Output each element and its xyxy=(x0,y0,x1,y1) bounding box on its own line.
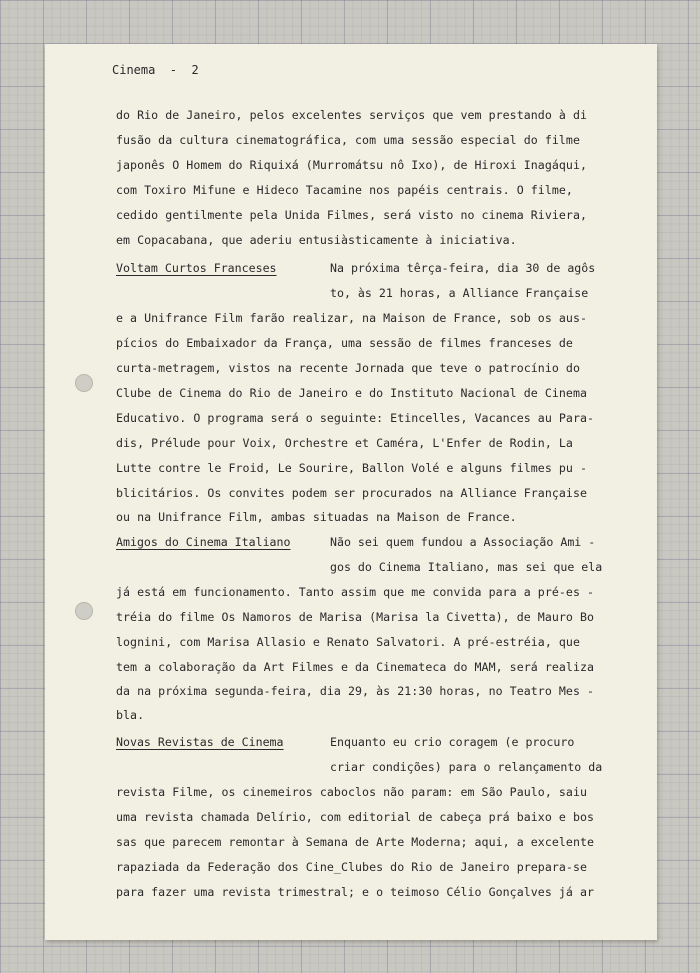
section-line: Na próxima têrça-feira, dia 30 de agôs xyxy=(330,261,596,275)
section-line: bla. xyxy=(116,708,145,722)
section-line: gos do Cinema Italiano, mas sei que ela xyxy=(330,560,603,574)
section-line: Não sei quem fundou a Associação Ami - xyxy=(330,535,596,549)
section-line: Clube de Cinema do Rio de Janeiro e do Instituto Nacional de Cinema xyxy=(116,386,588,400)
section-line: tem a colaboração da Art Filmes e da Cinemateca do MAM, será realiza xyxy=(116,660,595,674)
section-line: sas que parecem remontar à Semana de Arte Moderna; aqui, a excelente xyxy=(116,835,595,849)
section-line: ou na Unifrance Film, ambas situadas na Maison de France. xyxy=(116,510,517,524)
section-line: blicitários. Os convites podem ser procurados na Alliance Française xyxy=(116,486,588,500)
typewritten-page xyxy=(45,44,657,940)
section-line: pícios do Embaixador da França, uma sessão de filmes franceses de xyxy=(116,336,573,350)
section-line: criar condições) para o relançamento da xyxy=(330,760,603,774)
section-heading: Voltam Curtos Franceses xyxy=(116,261,277,275)
intro-line: com Toxiro Mifune e Hideco Tacamine nos papéis centrais. O filme, xyxy=(116,183,573,197)
page-header: Cinema - 2 xyxy=(112,63,199,77)
section-line: rapaziada da Federação dos Cine_Clubes do Rio de Janeiro prepara-se xyxy=(116,860,588,874)
punch-hole-top xyxy=(75,374,93,392)
section-line: to, às 21 horas, a Alliance Française xyxy=(330,286,589,300)
section-line: Enquanto eu crio coragem (e procuro xyxy=(330,735,575,749)
section-line: Educativo. O programa será o seguinte: Etincelles, Vacances au Para- xyxy=(116,411,595,425)
section-line: uma revista chamada Delírio, com editorial de cabeça prá baixo e bos xyxy=(116,810,595,824)
section-heading: Amigos do Cinema Italiano xyxy=(116,535,291,549)
section-line: revista Filme, os cinemeiros caboclos não param: em São Paulo, saiu xyxy=(116,785,588,799)
section-line: para fazer uma revista trimestral; e o teimoso Célio Gonçalves já ar xyxy=(116,885,595,899)
section-line: lognini, com Marisa Allasio e Renato Salvatori. A pré-estréia, que xyxy=(116,635,580,649)
section-line: tréia do filme Os Namoros de Marisa (Marisa la Civetta), de Mauro Bo xyxy=(116,610,595,624)
section-heading: Novas Revistas de Cinema xyxy=(116,735,284,749)
section-line: dis, Prélude pour Voix, Orchestre et Caméra, L'Enfer de Rodin, La xyxy=(116,436,573,450)
intro-line: do Rio de Janeiro, pelos excelentes serviços que vem prestando à di xyxy=(116,108,588,122)
section-line: Lutte contre le Froid, Le Sourire, Ballon Volé e alguns filmes pu - xyxy=(116,461,588,475)
section-line: já está em funcionamento. Tanto assim que me convida para a pré-es - xyxy=(116,585,595,599)
section-line: curta-metragem, vistos na recente Jornada que teve o patrocínio do xyxy=(116,361,580,375)
section-line: da na próxima segunda-feira, dia 29, às 21:30 horas, no Teatro Mes - xyxy=(116,684,595,698)
intro-line: fusão da cultura cinematográfica, com uma sessão especial do filme xyxy=(116,133,580,147)
intro-line: japonês O Homem do Riquixá (Murromátsu nô Ixo), de Hiroxi Inagáqui, xyxy=(116,158,588,172)
intro-line: em Copacabana, que aderiu entusiàsticamente à iniciativa. xyxy=(116,233,517,247)
section-line: e a Unifrance Film farão realizar, na Maison de France, sob os aus- xyxy=(116,311,588,325)
intro-line: cedido gentilmente pela Unida Filmes, será visto no cinema Riviera, xyxy=(116,208,588,222)
punch-hole-bottom xyxy=(75,602,93,620)
